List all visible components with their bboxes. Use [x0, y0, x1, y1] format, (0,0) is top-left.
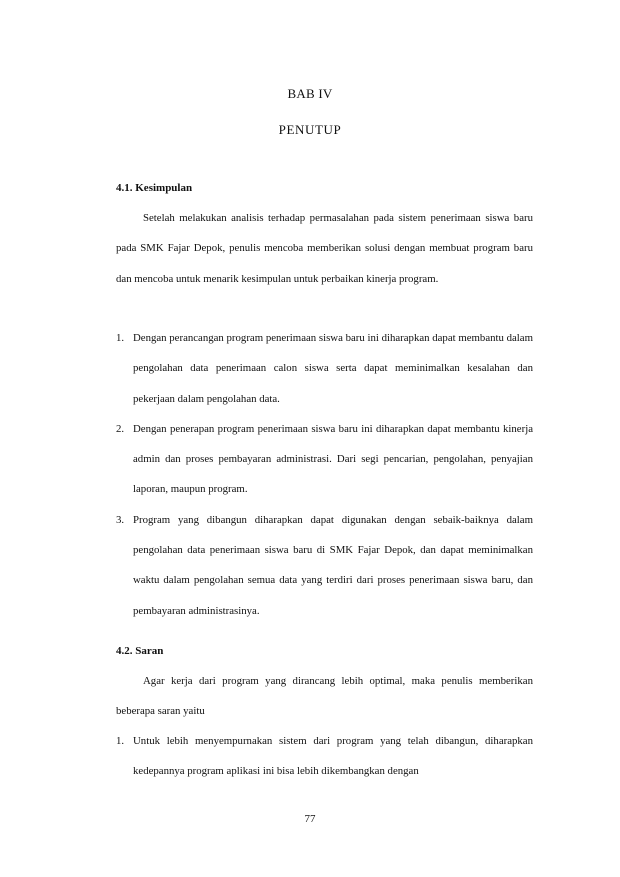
- list-item-number: 3.: [116, 513, 125, 526]
- section-paragraph: Agar kerja dari program yang dirancang lebih optimal, maka penulis memberikan beberapa saran yaitu: [116, 675, 533, 718]
- list-item: [116, 505, 533, 626]
- list-item-number: 1.: [116, 332, 125, 344]
- list-item-text: Untuk lebih menyempurnakan sistem dari program yang telah dibangun, diharapkan kedepannya program aplikasi ini bisa lebih dikembangkan dengan: [133, 735, 533, 778]
- suggestion-list: [116, 726, 533, 787]
- chapter-title: PENUTUP: [278, 122, 342, 137]
- list-item: [116, 323, 533, 414]
- chapter-label: BAB IV: [287, 86, 333, 101]
- list-item: [116, 414, 533, 505]
- list-item-text: Dengan penerapan program penerimaan siswa baru ini diharapkan dapat membantu kinerja admin dan proses pembayaran administrasi. Dari segi pencarian, pengolahan, penyajian laporan, maupun program.: [133, 422, 533, 496]
- conclusion-list: [116, 323, 533, 626]
- section-heading: 4.1. Kesimpulan: [116, 182, 193, 194]
- list-item-number: 2.: [116, 422, 125, 435]
- list-item-text: Program yang dibangun diharapkan dapat digunakan dengan sebaik-baiknya dalam pengolahan data penerimaan siswa baru di SMK Fajar Depok, dan dapat meminimalkan waktu dalam pengolahan semua data yang terdiri dari proses penerimaan siswa baru, dan pembayaran administrasinya.: [133, 513, 533, 617]
- list-item-number: 1.: [116, 735, 125, 747]
- section-heading: 4.2. Saran: [116, 645, 164, 657]
- section-paragraph: Setelah melakukan analisis terhadap permasalahan pada sistem penerimaan siswa baru pada SMK Fajar Depok, penulis mencoba memberikan solusi dengan membuat program baru dan mencoba untuk menarik kesimpulan untuk perbaikan kinerja program.: [116, 212, 533, 285]
- list-item-text: Dengan perancangan program penerimaan siswa baru ini diharapkan dapat membantu dalam pengolahan data penerimaan calon siswa serta dapat meminimalkan kesalahan dan pekerjaan dalam pengolahan data.: [133, 332, 533, 405]
- list-item: [116, 726, 533, 787]
- page-number: 77: [304, 813, 316, 825]
